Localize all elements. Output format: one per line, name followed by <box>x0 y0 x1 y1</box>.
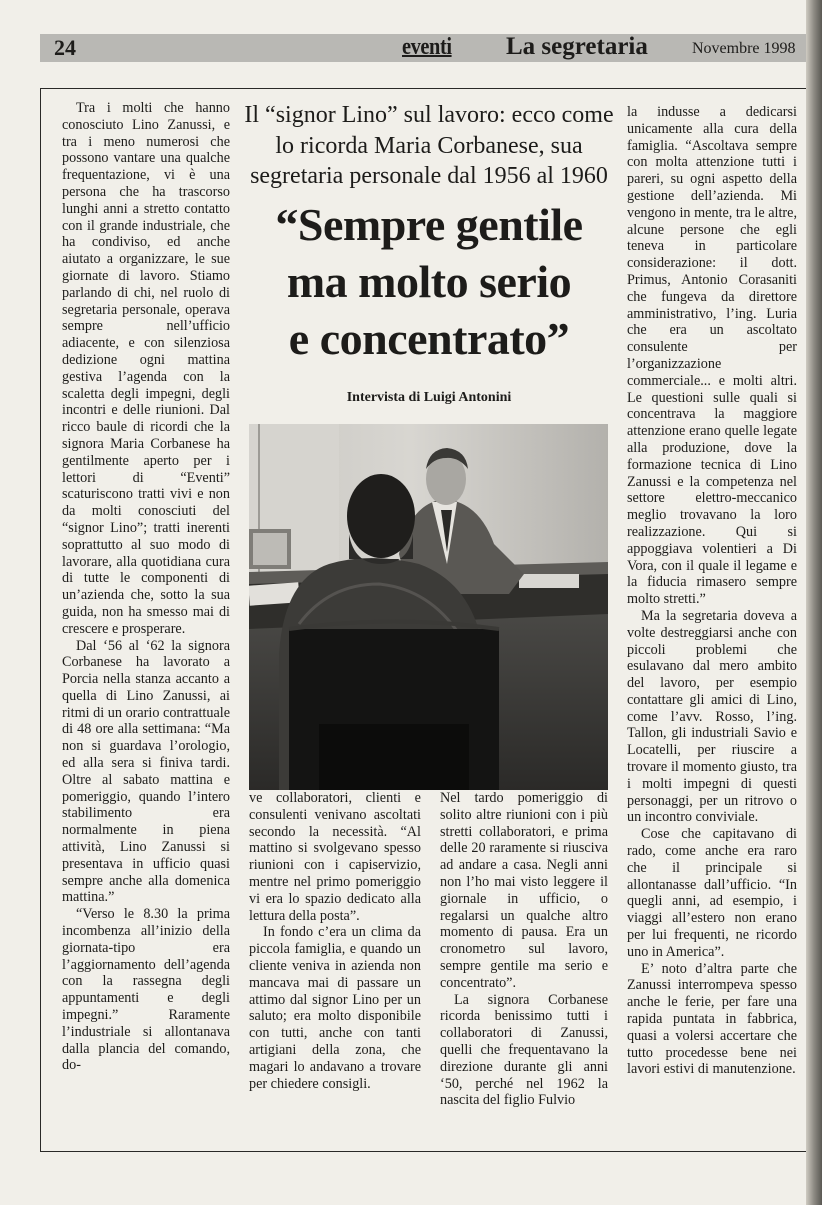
article-column-4 <box>627 104 797 1078</box>
paragraph: Tra i molti che hanno conosciuto Lino Zanussi, e tra i meno numerosi che possono vantare una qualche frequentazione, vi è una persona che ha trascorso lunghi anni a stretto contatto con il grande industriale, che ha condiviso, ed anche aiutato a organizzare, le sue giornate di lavoro. Stiamo parlando di chi, nel ruolo di segretaria personale, operava sempre nell’ufficio adiacente, e con silenziosa dedizione ogni mattina gestiva l’agenda con la scaletta degli impegni, degli incontri e delle riunioni. Dal ricco baule di ricordi che la signora Maria Corbanese ha gentilmente aperto per i lettori di “Eventi” scaturiscono tratti vivi e non da molti conosciuti del “signor Lino”; tratti inerenti soprattutto al suo modo di lavorare, alla quotidiana cura di tutte le componenti di un’azienda che, sotto la sua guida, non ha smesso mai di crescere e prosperare. <box>62 100 230 637</box>
page-header-bar <box>40 34 822 62</box>
headline-line-3: e concentrato” <box>288 313 570 364</box>
magazine-logo: eventi <box>402 34 452 60</box>
paragraph: La signora Corbanese ricorda benissimo tutti i collaboratori di Zanussi, quelli che frequentavano la direzione durante gli anni ‘50, perché nel 1962 la nascita del figlio Fulvio <box>440 991 608 1109</box>
headline-line-1: “Sempre gentile <box>275 199 583 250</box>
paragraph: In fondo c’era un clima da piccola famiglia, e quando un cliente veniva in azienda non mancava mai di passare un attimo dal signor Lino per un saluto; era molto disponibile con tutti, anche con tanti artigiani della zona, che magari lo andavano a trovare per chiedere consigli. <box>249 924 421 1092</box>
paragraph: la indusse a dedicarsi unicamente alla cura della famiglia. “Ascoltava sempre con molta attenzione tutti i pareri, su ogni aspetto della gestione dell’azienda. Mi vengono in mente, tra le altre, alcune persone che egli teneva in particolare considerazione: il dott. Primus, Antonio Corasaniti che fungeva da direttore amministrativo, l’ing. Luria che era un ascoltato consulente per l’organizzazione commerciale... e molti altri. Le questioni sulle quali si concentrava la maggiore attenzione erano quelle legate alla produzione, dove la formazione tecnica di Lino Zanussi e la competenza nel settore elettro-meccanico meglio trovavano la loro realizzazione. Qui si appoggiava volentieri a Di Vora, con il quale il legame e la fiducia rimasero sempre molto stretti.” <box>627 104 797 608</box>
paragraph: E’ noto d’altra parte che Zanussi interrompeva spesso anche le ferie, per fare una rapida puntata in fabbrica, quasi a volersi accertare che tutto procedesse bene nei lavori estivi di manutenzione. <box>627 960 797 1078</box>
office-interview-photo <box>249 424 608 790</box>
paragraph: Ma la segretaria doveva a volte destreggiarsi anche con piccoli problemi che esulavano dal mero ambito del lavoro, per esempio contattare gli amici di Lino, come l’avv. Rosso, l’ing. Tallon, gli industriali Savio e Locatelli, per riuscire a trovare il momento giusto, tra i molti impegni di questi personaggi, per un ritrovo o un incontro conviviale. <box>627 607 797 826</box>
page-binding-edge <box>806 0 822 1205</box>
byline: Intervista di Luigi Antonini <box>346 390 512 405</box>
paragraph: Nel tardo pomeriggio di solito altre riunioni con i più stretti collaboratori, e prima delle 20 raramente si riusciva ad andare a casa. Negli anni non l’ho mai visto leggere il giornale in ufficio, o regalarsi un qualche altro momento di pausa. Era un cronometro sul lavoro, sempre gentile ma serio e concentrato”. <box>440 790 608 991</box>
article-column-1 <box>62 100 230 1074</box>
paragraph: Dal ‘56 al ‘62 la signora Corbanese ha lavorato a Porcia nella stanza accanto a quella di Lino Zanussi, ai ritmi di un orario contrattuale di 48 ore alla settimana: “Ma non si guardava l’orologio, ed alla sera si finiva tardi. Oltre al sabato mattina e pomeriggio, quando l’intero stabilimento era normalmente in piena attività, Lino Zanussi si presentava in ufficio quasi sempre anche alla domenica mattina.” <box>62 637 230 906</box>
paragraph: ve collaboratori, clienti e consulenti venivano ascoltati secondo la necessità. “Al mattino si svolgevano spesso riunioni con i capiservizio, mentre nel primo pomeriggio vi era lo spazio dedicato alla lettura della posta”. <box>249 790 421 924</box>
paragraph: “Verso le 8.30 la prima incombenza all’inizio della giornata-tipo era l’aggiornamento dell’agenda con la rassegna degli appuntamenti e degli impegni.” Raramente l’industriale si allontanava dalla plancia del comando, do- <box>62 906 230 1074</box>
article-deck: Il “signor Lino” sul lavoro: ecco come lo ricorda Maria Corbanese, sua segretaria personale dal 1956 al 1960 <box>244 102 614 189</box>
article-column-3 <box>440 790 608 1109</box>
issue-date: Novembre 1998 <box>692 40 796 57</box>
page-number: 24 <box>54 35 76 60</box>
section-title: La segretaria <box>506 33 648 60</box>
paragraph: Cose che capitavano di rado, come anche era raro che il principale si allontanasse dall’ufficio. “In quegli anni, ad esempio, i viaggi all’estero non erano per lui frequenti, ne ricordo uno in America”. <box>627 826 797 960</box>
article-column-2 <box>249 790 421 1092</box>
article-headline <box>244 196 614 367</box>
headline-line-2: ma molto serio <box>286 256 572 307</box>
